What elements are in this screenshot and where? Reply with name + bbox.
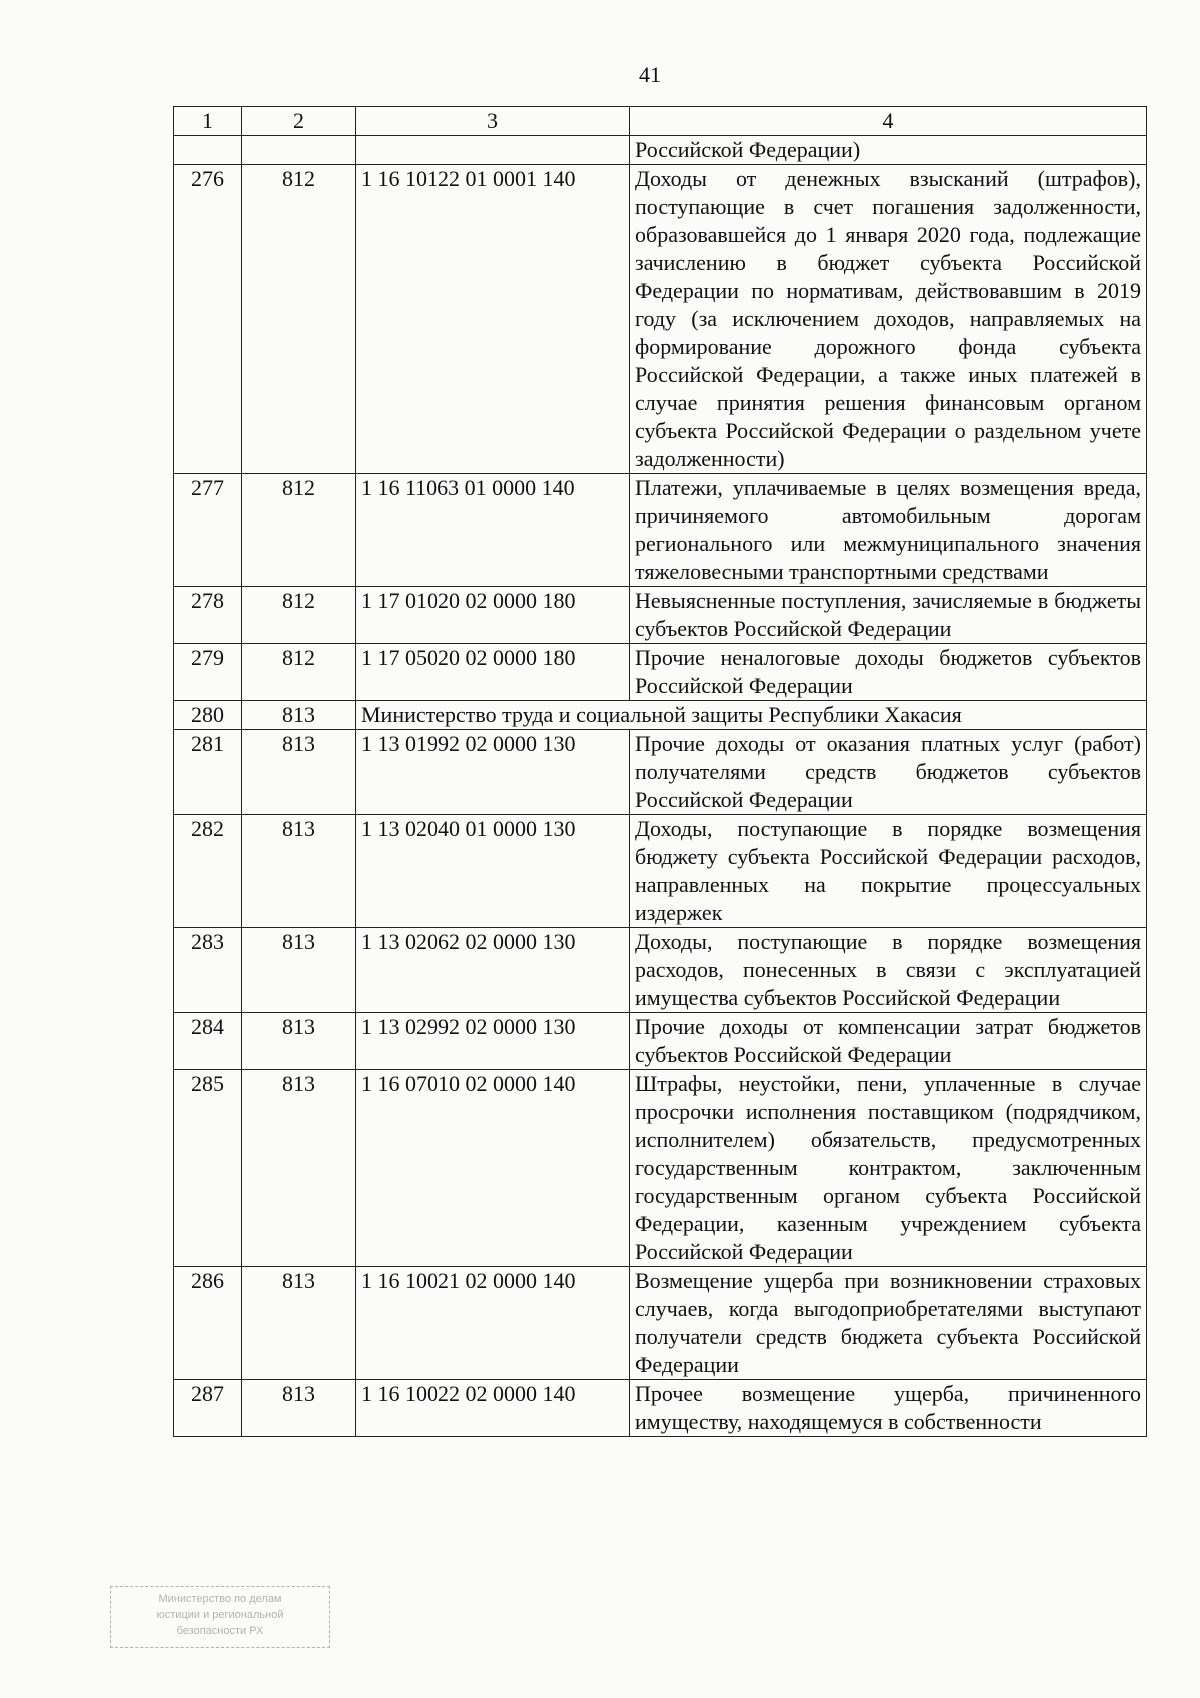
budget-classification-code: 1 16 10022 02 0000 140 — [356, 1380, 630, 1437]
row-number: 284 — [174, 1013, 242, 1070]
budget-classification-code: 1 16 07010 02 0000 140 — [356, 1070, 630, 1267]
revenue-description: Доходы, поступающие в порядке возмещения бюджету субъекта Российской Федерации расходов, направленных на покрытие процессуальных издержек — [630, 815, 1147, 928]
table-row — [174, 474, 1147, 587]
row-number: 278 — [174, 587, 242, 644]
revenue-description: Прочие неналоговые доходы бюджетов субъектов Российской Федерации — [630, 644, 1147, 701]
table-row — [174, 730, 1147, 815]
page-number: 41 — [639, 62, 661, 87]
table-row — [174, 1267, 1147, 1380]
revenue-description: Доходы, поступающие в порядке возмещения расходов, понесенных в связи с эксплуатацией имущества субъектов Российской Федерации — [630, 928, 1147, 1013]
admin-code: 813 — [242, 928, 356, 1013]
admin-code: 813 — [242, 1380, 356, 1437]
budget-classification-code: 1 13 02062 02 0000 130 — [356, 928, 630, 1013]
budget-classification-code: 1 13 01992 02 0000 130 — [356, 730, 630, 815]
admin-code: 812 — [242, 587, 356, 644]
budget-classification-code: 1 16 10122 01 0001 140 — [356, 165, 630, 474]
budget-classification-code: 1 13 02992 02 0000 130 — [356, 1013, 630, 1070]
row-number: 277 — [174, 474, 242, 587]
revenue-description: Невыясненные поступления, зачисляемые в бюджеты субъектов Российской Федерации — [630, 587, 1147, 644]
revenue-description: Доходы от денежных взысканий (штрафов), поступающие в счет погашения задолженности, образовавшейся до 1 января 2020 года, подлежащие зачислению в бюджет субъекта Российской Федерации по нормативам, действовавшим в 2019 году (за исключением доходов, направляемых на формирование дорожного фонда субъекта Российской Федерации, а также иных платежей в случае принятия решения финансовым органом субъекта Российской Федерации о раздельном учете задолженности) — [630, 165, 1147, 474]
budget-classification-code: 1 16 10021 02 0000 140 — [356, 1267, 630, 1380]
table-row — [174, 644, 1147, 701]
header-cell-1: 1 — [174, 107, 242, 136]
revenue-description: Прочие доходы от компенсации затрат бюджетов субъектов Российской Федерации — [630, 1013, 1147, 1070]
row-number: 280 — [174, 701, 242, 730]
administrator-name: Министерство труда и социальной защиты Республики Хакасия — [356, 701, 1147, 730]
revenue-description: Возмещение ущерба при возникновении страховых случаев, когда выгодоприобретателями выступают получатели средств бюджета субъекта Российской Федерации — [630, 1267, 1147, 1380]
continuation-text: Российской Федерации) — [630, 136, 1147, 165]
admin-code: 813 — [242, 1267, 356, 1380]
budget-classification-code: 1 13 02040 01 0000 130 — [356, 815, 630, 928]
table-row — [174, 928, 1147, 1013]
admin-code: 812 — [242, 644, 356, 701]
admin-code: 813 — [242, 1013, 356, 1070]
revenue-table — [173, 106, 1147, 1437]
table-row — [174, 815, 1147, 928]
header-cell-2: 2 — [242, 107, 356, 136]
row-number: 283 — [174, 928, 242, 1013]
row-number: 285 — [174, 1070, 242, 1267]
revenue-description: Штрафы, неустойки, пени, уплаченные в случае просрочки исполнения поставщиком (подрядчиком, исполнителем) обязательств, предусмотренных государственным контрактом, заключенным государственным органом субъекта Российской Федерации, казенным учреждением субъекта Российской Федерации — [630, 1070, 1147, 1267]
stamp-line: безопасности РХ — [176, 1625, 264, 1637]
table-row — [174, 1380, 1147, 1437]
header-cell-3: 3 — [356, 107, 630, 136]
table-row — [174, 587, 1147, 644]
admin-code: 812 — [242, 165, 356, 474]
admin-code: 812 — [242, 474, 356, 587]
row-number: 276 — [174, 165, 242, 474]
table-header-row — [174, 107, 1147, 136]
admin-code: 813 — [242, 701, 356, 730]
admin-code: 813 — [242, 815, 356, 928]
continuation-row — [174, 136, 1147, 165]
revenue-description: Платежи, уплачиваемые в целях возмещения вреда, причиняемого автомобильным дорогам регионального или межмуниципального значения тяжеловесными транспортными средствами — [630, 474, 1147, 587]
stamp-line: Министерство по делам — [158, 1593, 282, 1605]
registration-stamp — [110, 1586, 330, 1648]
revenue-description: Прочие доходы от оказания платных услуг (работ) получателями средств бюджетов субъектов Российской Федерации — [630, 730, 1147, 815]
row-number: 287 — [174, 1380, 242, 1437]
admin-code: 813 — [242, 1070, 356, 1267]
row-number: 286 — [174, 1267, 242, 1380]
header-cell-4: 4 — [630, 107, 1147, 136]
admin-code: 813 — [242, 730, 356, 815]
stamp-line: юстиции и региональной — [156, 1609, 284, 1621]
revenue-description: Прочее возмещение ущерба, причиненного имуществу, находящемуся в собственности — [630, 1380, 1147, 1437]
budget-classification-code: 1 16 11063 01 0000 140 — [356, 474, 630, 587]
budget-classification-code: 1 17 05020 02 0000 180 — [356, 644, 630, 701]
budget-classification-code: 1 17 01020 02 0000 180 — [356, 587, 630, 644]
table-row — [174, 1070, 1147, 1267]
row-number: 282 — [174, 815, 242, 928]
table-row — [174, 165, 1147, 474]
table-row — [174, 1013, 1147, 1070]
row-number: 281 — [174, 730, 242, 815]
row-number: 279 — [174, 644, 242, 701]
table-row — [174, 701, 1147, 730]
